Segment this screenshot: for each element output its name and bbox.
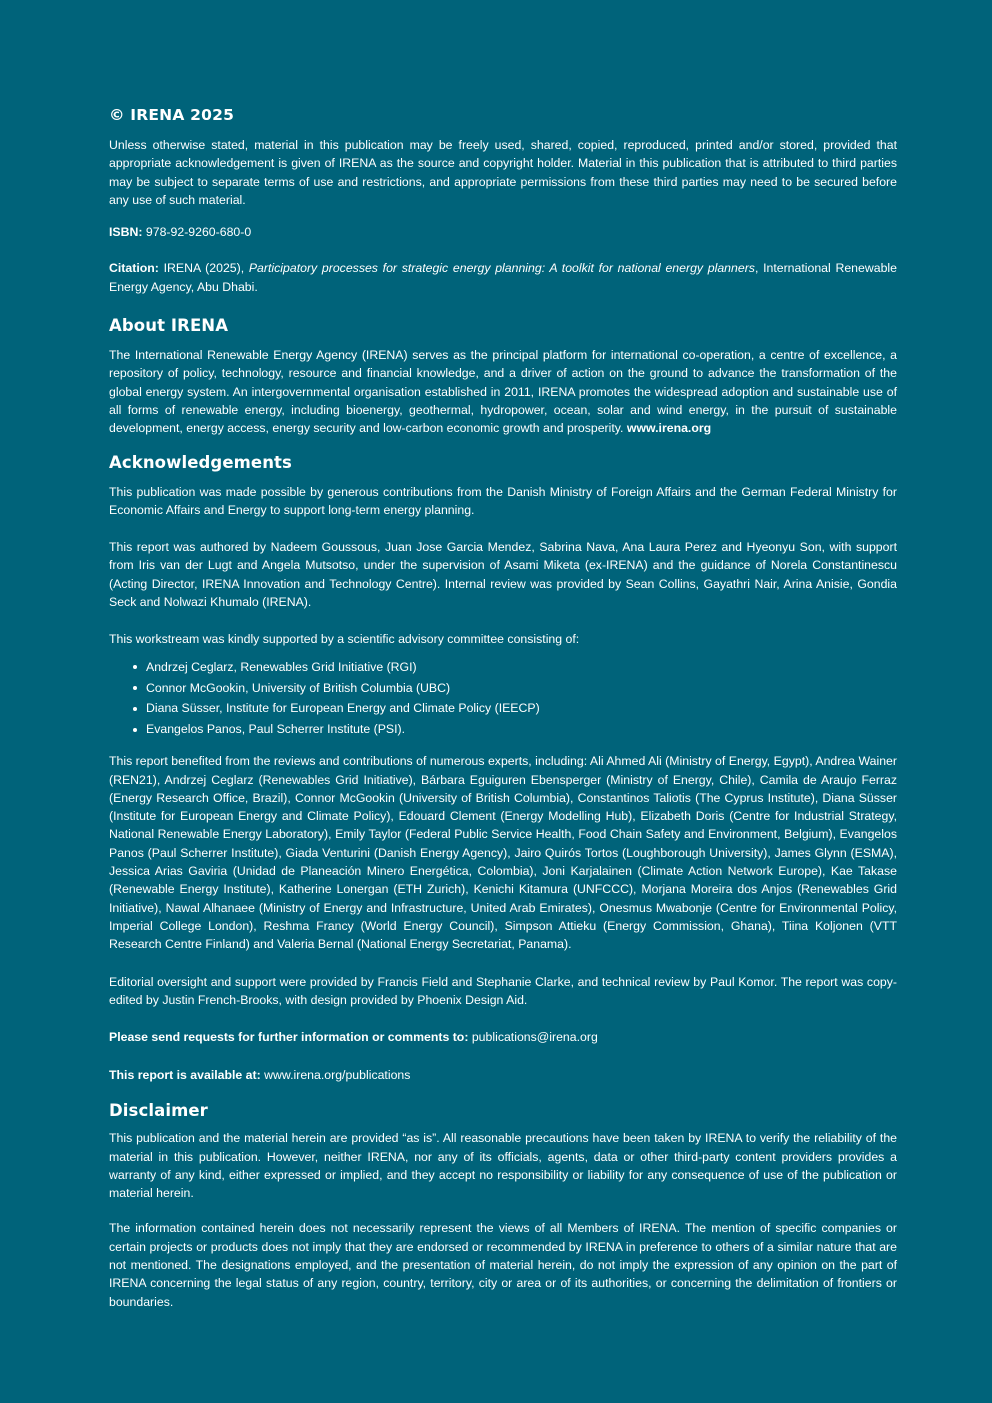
citation-label: Citation: — [109, 261, 159, 276]
acknowledgements-para-2: This report was authored by Nadeem Goussous, Juan Jose Garcia Mendez, Sabrina Nava, Ana Laura Perez and Hyeonyu Son, with support from Iris van der Lugt and Angela Mutsotso, under the supervision of Asami Miketa (ex-IRENA) and the guidance of Norela Constantinescu (Acting Director, IRENA Innovation and Technology Centre). Internal review was provided by Sean Collins, Gayathri Nair, Arina Anisie, Gondia Seck and Nolwazi Khumalo (IRENA). — [109, 540, 897, 610]
advisory-committee-list — [109, 657, 897, 741]
acknowledgements-title: Acknowledgements — [109, 452, 292, 472]
disclaimer-para-1: This publication and the material herein are provided “as is”. All reasonable precautions have been taken by IRENA to verify the reliability of the material in this publication. However, neither IRENA, nor any of its officials, agents, data or other third-party content providers provides a warranty of any kind, either expressed or implied, and they accept no responsibility or liability for any consequence of use of the publication or material herein. — [109, 1131, 897, 1201]
irena-website-link[interactable]: www.irena.org — [626, 421, 712, 436]
copyright-text: Unless otherwise stated, material in this publication may be freely used, shared, copied, reproduced, printed and/or stored, provided that appropriate acknowledgement is given of IRENA as the source and copyright holder. Material in this publication that is attributed to third parties may be subject to separate terms of use and restrictions, and appropriate permissions from these third parties may need to be secured before any use of such material. — [109, 138, 897, 207]
list-item: Evangelos Panos, Paul Scherrer Institute (PSI). — [146, 719, 897, 740]
list-item: Connor McGookin, University of British Columbia (UBC) — [146, 678, 897, 699]
about-title: About IRENA — [109, 316, 229, 336]
disclaimer-para-2: The information contained herein does not necessarily represent the views of all Members of IRENA. The mention of specific companies or certain projects or products does not imply that they are endorsed or recommended by IRENA in preference to others of a similar nature that are not mentioned. The designations employed, and the presentation of material herein, do not imply the expression of any opinion on the part of IRENA concerning the legal status of any region, country, territory, city or area or of its authorities, or concerning the delimitation of frontiers or boundaries. — [109, 1221, 897, 1309]
isbn-line — [109, 223, 897, 241]
acknowledgements-para-5: Editorial oversight and support were provided by Francis Field and Stephanie Clarke, and technical review by Paul Komor. The report was copy-edited by Justin French-Brooks, with design provided by Phoenix Design Aid. — [109, 974, 897, 1007]
copyright-title: © IRENA 2025 — [109, 106, 235, 124]
list-item: Diana Süsser, Institute for European Energy and Climate Policy (IEECP) — [146, 698, 897, 719]
citation-title: Participatory processes for strategic energy planning: A toolkit for national energy planners — [248, 261, 755, 276]
about-body: The International Renewable Energy Agency (IRENA) serves as the principal platform for international co-operation, a centre of excellence, a repository of policy, technology, resource and financial knowledge, and a driver of action on the ground to advance the transformation of the global energy system. An intergovernmental organisation established in 2011, IRENA promotes the widespread adoption and sustainable use of all forms of renewable energy, including bioenergy, geothermal, hydropower, ocean, solar and wind energy, in the pursuit of sustainable development, energy access, energy security and low-carbon economic growth and prosperity. — [109, 348, 897, 436]
citation-prefix: IRENA (2025), — [158, 261, 249, 276]
citation-text — [109, 259, 897, 296]
requests-label: Please send requests for further information or comments to: — [109, 1030, 469, 1045]
isbn-value: 978-92-9260-680-0 — [142, 225, 252, 240]
requests-line — [109, 1028, 897, 1046]
citation-suffix: , International Renewable Energy Agency, Abu Dhabi. — [109, 261, 897, 294]
list-item: Andrzej Ceglarz, Renewables Grid Initiative (RGI) — [146, 657, 897, 678]
publications-website-link[interactable]: www.irena.org/publications — [260, 1067, 411, 1082]
available-line — [109, 1066, 897, 1084]
acknowledgements-para-1: This publication was made possible by generous contributions from the Danish Ministry of Foreign Affairs and the German Federal Ministry for Economic Affairs and Energy to support long-term energy planning. — [109, 484, 897, 517]
disclaimer-title: Disclaimer — [109, 1101, 208, 1121]
isbn-label: ISBN: — [109, 225, 143, 240]
publications-email-link[interactable]: publications@irena.org — [468, 1030, 598, 1045]
about-text — [109, 346, 897, 437]
available-label: This report is available at: — [109, 1067, 261, 1082]
acknowledgements-para-3: This workstream was kindly supported by a scientific advisory committee consisting of: — [109, 632, 580, 647]
acknowledgements-para-4: This report benefited from the reviews and contributions of numerous experts, including: Ali Ahmed Ali (Ministry of Energy, Egypt), Andrea Wainer (REN21), Andrzej Ceglarz (Renewables Grid Initiative), Bárbara Eguiguren Ebensperger (Ministry of Energy, Chile), Camila de Araujo Ferraz (Energy Research Office, Brazil), Connor McGookin (University of British Columbia), Constantinos Taliotis (The Cyprus Institute), Diana Süsser (Institute for European Energy and Climate Policy), Edouard Clement (Energy Modelling Hub), Elizabeth Doris (Centre for Industrial Strategy, National Renewable Energy Laboratory), Emily Taylor (Federal Public Service Health, Food Chain Safety and Environment, Belgium), Evangelos Panos (Paul Scherrer Institute), Giada Venturini (Danish Energy Agency), Jairo Quirós Tortos (Loughborough University), James Glynn (ESMA), Jessica Arias Gaviria (Unidad de Planeación Minero Energética, Colombia), Joni Karjalainen (Climate Action Network Europe), Kae Takase (Renewable Energy Institute), Katherine Lonergan (ETH Zurich), Kenichi Kitamura (UNFCCC), Morjana Moreira dos Anjos (Renewables Grid Initiative), Nawal Alhanaee (Ministry of Energy and Infrastructure, United Arab Emirates), Onesmus Mwabonje (Centre for Environmental Policy, Imperial College London), Reshma Francy (World Energy Council), Simpson Attieku (Energy Commission, Ghana), Tiina Koljonen (VTT Research Centre Finland) and Valeria Bernal (National Energy Secretariat, Panama). — [109, 754, 897, 952]
